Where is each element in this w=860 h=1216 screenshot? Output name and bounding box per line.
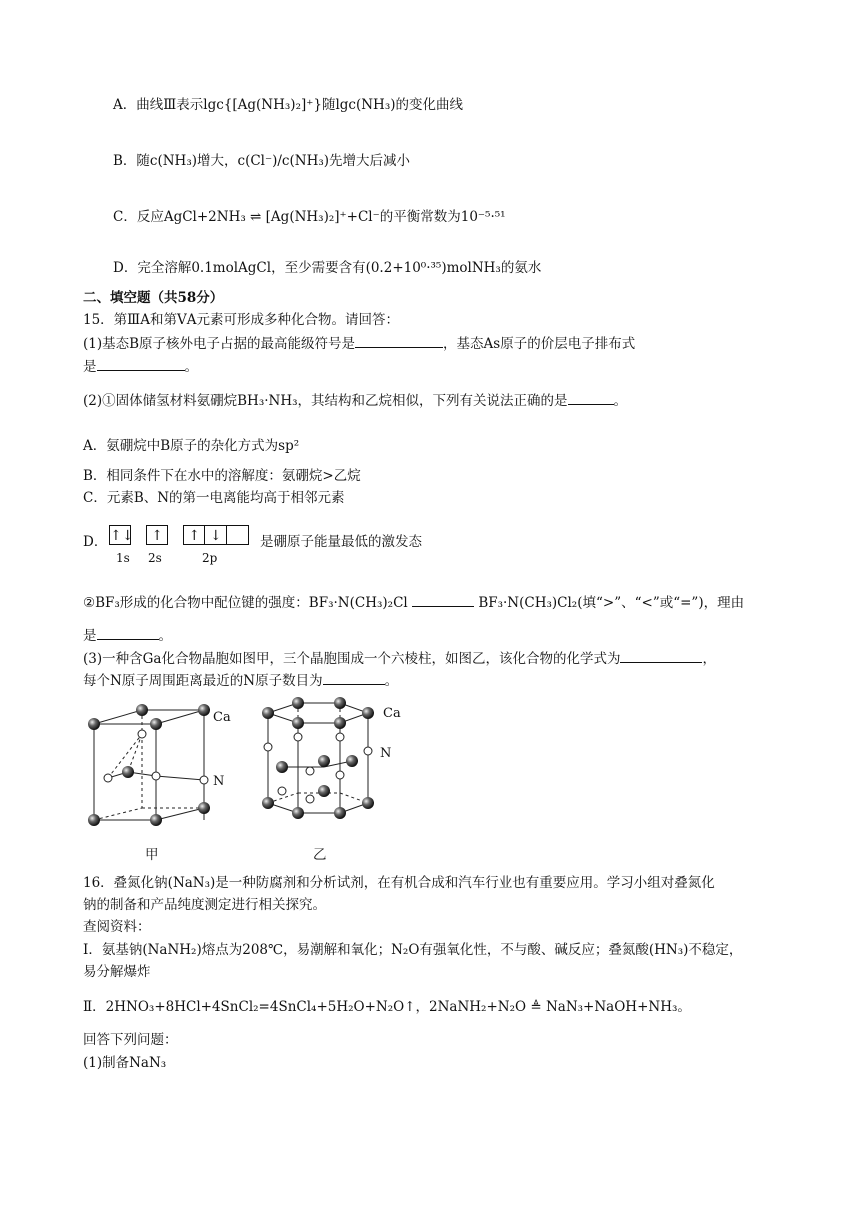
option-d: D．完全溶解0.1molAgCl，至少需要含有(0.2+10⁰·³⁵)molNH₃的氨水 [113, 260, 542, 276]
calcium-atoms [262, 697, 374, 819]
q15-part3-line1: (3)一种含Ga化合物晶胞如图甲，三个晶胞围成一个六棱柱，如图乙，该化合物的化学式为 ， [83, 648, 716, 668]
q15-part2b-line2: 是 。 [83, 625, 172, 645]
q16-stem-line1: 16．叠氮化钠(NaN₃)是一种防腐剂和分析试剂，在有机合成和汽车行业也有重要应用。学习小组对叠氮化 [83, 875, 715, 891]
option-b: B．随c(NH₃)增大，c(Cl⁻)/c(NH₃)先增大后减小 [113, 153, 411, 169]
crystal-figure-yi [250, 695, 390, 840]
fig-yi-caption: 乙 [313, 847, 327, 863]
fig-jia-label-n: N [213, 774, 225, 789]
orbital-box-2p-2: ↓ [205, 525, 227, 545]
q16-info-ii: Ⅱ．2HNO₃+8HCl+4SnCl₂=4SnCl₄+5H₂O+N₂O↑，2NaNH₂+N₂O ≜ NaN₃+NaOH+NH₃。 [83, 999, 691, 1015]
q15-part1-line1: (1)基态B原子核外电子占据的最高能级符号是 ，基态As原子的价层电子排布式 [83, 333, 635, 353]
answer-blank[interactable] [97, 625, 159, 640]
orbital-box-2p-3 [227, 525, 249, 545]
q15-choice-c: C．元素B、N的第一电离能均高于相邻元素 [83, 490, 345, 506]
q16-part1: (1)制备NaN₃ [83, 1055, 167, 1071]
orbital-diagram [109, 524, 249, 545]
q15-part2: (2)①固体储氢材料氨硼烷BH₃·NH₃，其结构和乙烷相似，下列有关说法正确的是 。 [83, 390, 627, 410]
fig-jia-label-ca: Ca [213, 710, 231, 725]
q16-info-i-line1: I．氨基钠(NaNH₂)熔点为208℃，易潮解和氧化；N₂O有强氧化性，不与酸、碱反应；叠氮酸(HN₃)不稳定， [83, 942, 743, 958]
q15-part3-line2: 每个N原子周围距离最近的N原子数目为 。 [83, 670, 398, 690]
orbital-label-2p: 2p [202, 551, 218, 565]
q15-choice-b: B．相同条件下在水中的溶解度：氨硼烷>乙烷 [83, 468, 361, 484]
q16-stem-line2: 钠的制备和产品纯度测定进行相关探究。 [83, 897, 326, 913]
orbital-label-2s: 2s [148, 551, 162, 565]
option-c: C．反应AgCl+2NH₃ ⇌ [Ag(NH₃)₂]⁺+Cl⁻的平衡常数为10⁻⁵·⁵¹ [113, 209, 506, 225]
q15-part2b-line1: ②BF₃形成的化合物中配位键的强度：BF₃·N(CH₃)₂Cl BF₃·N(CH₃)Cl₂(填“>”、“<”或“=”)，理由 [83, 592, 744, 612]
answer-blank[interactable] [620, 648, 702, 663]
q15-part1-line2: 是 。 [83, 356, 198, 376]
q16-answer-heading: 回答下列问题： [83, 1032, 178, 1048]
fig-yi-label-ca: Ca [383, 706, 401, 721]
option-a: A．曲线Ⅲ表示lgc{[Ag(NH₃)₂]⁺}随lgc(NH₃)的变化曲线 [113, 97, 464, 113]
answer-blank[interactable] [412, 592, 474, 607]
fig-jia-caption: 甲 [145, 847, 159, 863]
q15-stem: 15．第ⅢA和第ⅤA元素可形成多种化合物。请回答： [83, 312, 399, 328]
orbital-box-2s: ↑ [146, 525, 168, 545]
fig-yi-label-n: N [380, 746, 392, 761]
q15-choice-d-text: 是硼原子能量最低的激发态 [260, 534, 422, 550]
answer-blank[interactable] [568, 390, 614, 405]
answer-blank[interactable] [355, 333, 443, 348]
orbital-label-1s: 1s [116, 551, 130, 565]
q16-reference-heading: 查阅资料： [83, 919, 151, 935]
answer-blank[interactable] [323, 670, 385, 685]
orbital-box-1s: ↑↓ [109, 525, 131, 545]
q16-info-i-line2: 易分解爆炸 [83, 964, 151, 980]
orbital-box-2p-1: ↑ [183, 525, 205, 545]
section-heading: 二、填空题（共58分） [83, 290, 224, 306]
q15-choice-a: A．氨硼烷中B原子的杂化方式为sp² [83, 438, 300, 454]
answer-blank[interactable] [97, 356, 185, 371]
q15-choice-d: D． [83, 534, 108, 550]
